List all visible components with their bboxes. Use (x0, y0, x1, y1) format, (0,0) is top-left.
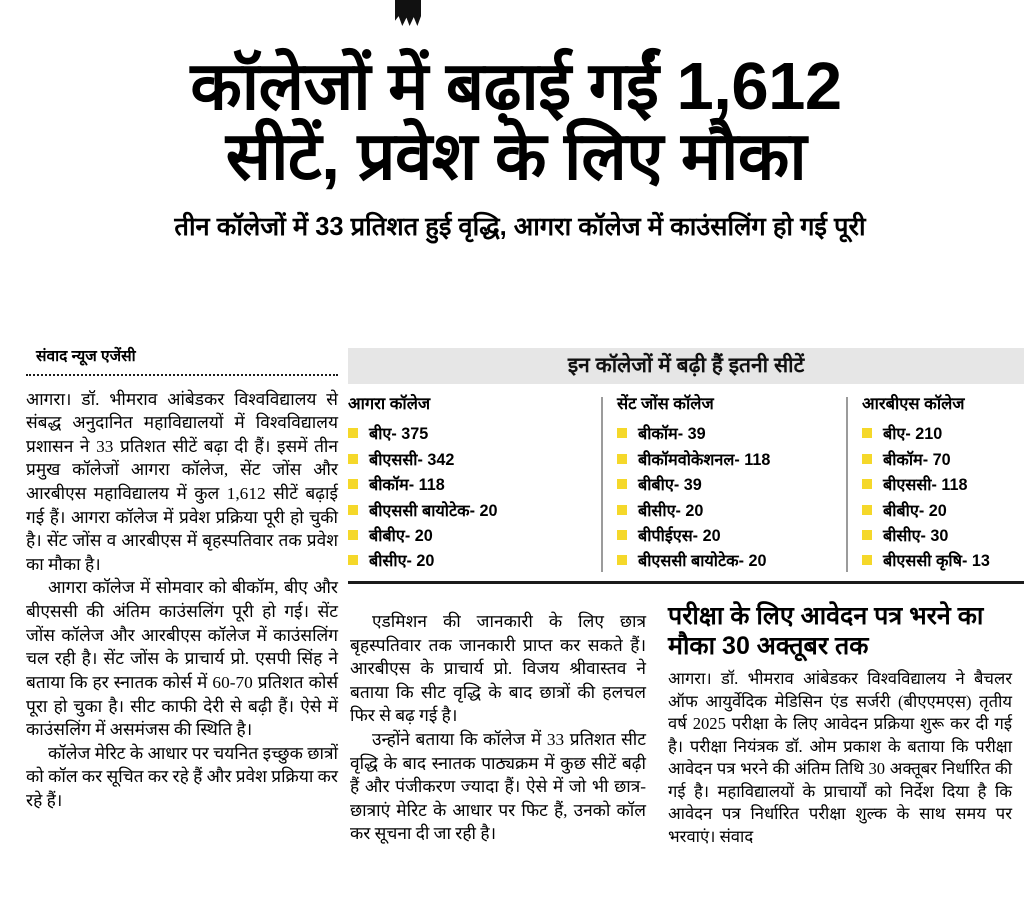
seat-count: 375 (401, 425, 429, 444)
seat-course: बीसीए- (369, 552, 412, 571)
headline-line-2: सीटें, प्रवेश के लिए मौका (225, 118, 807, 194)
seat-count: 210 (915, 425, 943, 444)
square-bullet-icon (617, 454, 627, 464)
seat-course: बीबीए- (883, 501, 925, 520)
seat-course: बीएससी- (883, 476, 937, 495)
seats-table-columns (348, 395, 1024, 574)
byline: संवाद न्यूज एजेंसी (36, 348, 136, 365)
seat-count: 39 (687, 425, 706, 444)
right-column-text (668, 668, 1012, 849)
square-bullet-icon (348, 505, 358, 515)
list-item (862, 523, 1012, 548)
list-item (862, 447, 1012, 472)
page-title (0, 0, 1024, 194)
seat-course: बीसीए- (883, 526, 926, 545)
seats-column-agra-college (348, 395, 601, 574)
square-bullet-icon (862, 454, 872, 464)
square-bullet-icon (617, 555, 627, 565)
college-name: आरबीएस कॉलेज (862, 395, 965, 413)
list-item (348, 549, 589, 574)
list-item (348, 523, 589, 548)
square-bullet-icon (348, 530, 358, 540)
left-column-text (26, 388, 338, 813)
secondary-headline: परीक्षा के लिए आवेदन पत्र भरने का मौका 30 अक्तूबर तक (668, 602, 984, 660)
seats-table (348, 348, 1024, 584)
article-column-middle (350, 610, 646, 846)
college-name: आगरा कॉलेज (348, 395, 431, 413)
seat-count: 118 (418, 476, 445, 495)
seat-list (617, 422, 834, 574)
seat-course: बीकॉम- (883, 450, 929, 469)
seat-course: बीकॉम- (369, 476, 415, 495)
square-bullet-icon (862, 428, 872, 438)
square-bullet-icon (348, 555, 358, 565)
seat-count: 39 (683, 476, 702, 495)
list-item (348, 422, 589, 447)
square-bullet-icon (617, 479, 627, 489)
list-item (862, 498, 1012, 523)
list-item (617, 447, 834, 472)
seat-course: बीबीए- (638, 476, 680, 495)
seat-count: 20 (928, 501, 947, 520)
square-bullet-icon (348, 428, 358, 438)
seat-count: 20 (702, 526, 721, 545)
seat-count: 20 (685, 501, 704, 520)
sub-headline: तीन कॉलेजों में 33 प्रतिशत हुई वृद्धि, आगरा कॉलेज में काउंसलिंग हो गई पूरी (174, 213, 866, 242)
seat-course: बीकॉम- (638, 425, 684, 444)
list-item (617, 473, 834, 498)
seats-column-rbs-college (846, 395, 1024, 574)
paragraph: कॉलेज मेरिट के आधार पर चयनित इच्छुक छात्रों को कॉल कर सूचित कर रहे हैं और प्रवेश प्रक्रिया कर रहे हैं। (26, 743, 338, 810)
paragraph: एडमिशन की जानकारी के लिए छात्र बृहस्पतिवार तक जानकारी प्राप्त कर सकते हैं। आरबीएस के प्राचार्य प्रो. विजय श्रीवास्तव ने बताया कि सीट वृद्धि के बाद छात्रों की हलचल फिर से बढ़ गई है। (350, 612, 646, 726)
seat-list (348, 422, 589, 574)
paragraph: आगरा। डॉ. भीमराव आंबेडकर विश्वविद्यालय से संबद्ध अनुदानित महाविद्यालयों में विश्वविद्यालय प्रशासन ने 33 प्रतिशत सीटें बढ़ा दी हैं। इसमें तीन प्रमुख कॉलेजों आगरा कॉलेज, सेंट जोंस और आरबीएस महाविद्यालय में कुल 1,612 सीटें बढ़ाई गई हैं। आगरा कॉलेज में प्रवेश प्रक्रिया पूरी हो चुकी है। सेंट जोंस व आरबीएस में बृहस्पतिवार तक प्रवेश का मौका है। (26, 389, 338, 574)
square-bullet-icon (617, 505, 627, 515)
headline-line-1: कॉलेजों में बढ़ाई गईं 1,612 (190, 49, 842, 124)
list-item (862, 549, 1012, 574)
seat-count: 20 (479, 501, 498, 520)
list-item (348, 498, 589, 523)
seat-course: बीएससी कृषि- (883, 552, 968, 571)
seat-count: 70 (932, 450, 951, 469)
seat-course: बीएससी बायोटेक- (638, 552, 744, 571)
seat-course: बीसीए- (638, 501, 681, 520)
seat-course: बीए- (369, 425, 397, 444)
seat-count: 20 (748, 552, 767, 571)
paragraph: उन्होंने बताया कि कॉलेज में 33 प्रतिशत सीट वृद्धि के बाद स्नातक पाठ्यक्रम में कुछ सीटें बढ़ी हैं और पंजीकरण ज्यादा हैं। ऐसे में जो भी छात्र-छात्राएं मेरिट के आधार पर फिट हैं, उनको कॉल कर सूचना दी जा रही है। (350, 730, 646, 844)
seat-course: बीएससी बायोटेक- (369, 501, 475, 520)
list-item (617, 498, 834, 523)
seat-count: 20 (414, 526, 433, 545)
seat-course: बीए- (883, 425, 911, 444)
seat-count: 118 (941, 476, 968, 495)
list-item (617, 523, 834, 548)
square-bullet-icon (348, 454, 358, 464)
seat-count: 118 (744, 450, 771, 469)
seats-table-banner: इन कॉलेजों में बढ़ी हैं इतनी सीटें (348, 348, 1024, 384)
square-bullet-icon (862, 530, 872, 540)
seat-count: 342 (427, 450, 455, 469)
square-bullet-icon (617, 428, 627, 438)
seat-course: बीबीए- (369, 526, 411, 545)
seat-count: 13 (971, 552, 990, 571)
paragraph: आगरा कॉलेज में सोमवार को बीकॉम, बीए और बीएससी की अंतिम काउंसलिंग पूरी हो गई। सेंट जोंस कॉलेज और आरबीएस कॉलेज में काउंसलिंग चल रही है। सेंट जोंस के प्राचार्य प्रो. एसपी सिंह ने बताया कि हर स्नातक कोर्स में 60-70 प्रतिशत कोर्स पूरा हो चुका है। सीट काफी देरी से बढ़ी हैं। ऐसे में काउंसलिंग में असमंजस की स्थिति है। (26, 578, 338, 740)
square-bullet-icon (862, 555, 872, 565)
list-item (348, 473, 589, 498)
college-name: सेंट जोंस कॉलेज (617, 395, 714, 413)
seat-course: बीएससी- (369, 450, 423, 469)
list-item (862, 422, 1012, 447)
list-item (617, 549, 834, 574)
square-bullet-icon (348, 479, 358, 489)
seats-column-st-johns-college (601, 395, 846, 574)
seat-count: 20 (416, 552, 435, 571)
article-column-right (668, 602, 1012, 849)
square-bullet-icon (617, 530, 627, 540)
article-column-left (26, 348, 338, 813)
seat-list (862, 422, 1012, 574)
article-body (0, 348, 1024, 920)
middle-column-text (350, 610, 646, 846)
list-item (348, 447, 589, 472)
list-item (862, 473, 1012, 498)
list-item (617, 422, 834, 447)
seats-table-bottom-rule (348, 581, 1024, 584)
square-bullet-icon (862, 505, 872, 515)
seat-count: 30 (930, 526, 949, 545)
byline-divider (26, 374, 338, 376)
seat-course: बीपीईएस- (638, 526, 699, 545)
square-bullet-icon (862, 479, 872, 489)
paragraph: आगरा। डॉ. भीमराव आंबेडकर विश्वविद्यालय ने बैचलर ऑफ आयुर्वेदिक मेडिसिन एंड सर्जरी (बीएएमएस) तृतीय वर्ष 2025 परीक्षा के लिए आवेदन प्रक्रिया शुरू कर दी गई है। परीक्षा नियंत्रक डॉ. ओम प्रकाश के बताया कि परीक्षा आवेदन पत्र भरने की अंतिम तिथि 30 अक्तूबर निर्धारित की गई है। महाविद्यालयों के प्राचार्यों को निर्देश दिया है कि आवेदन पत्र निर्धारित परीक्षा शुल्क के साथ समय पर भरवाएं। संवाद (668, 669, 1012, 846)
seat-course: बीकॉमवोकेशनल- (638, 450, 740, 469)
